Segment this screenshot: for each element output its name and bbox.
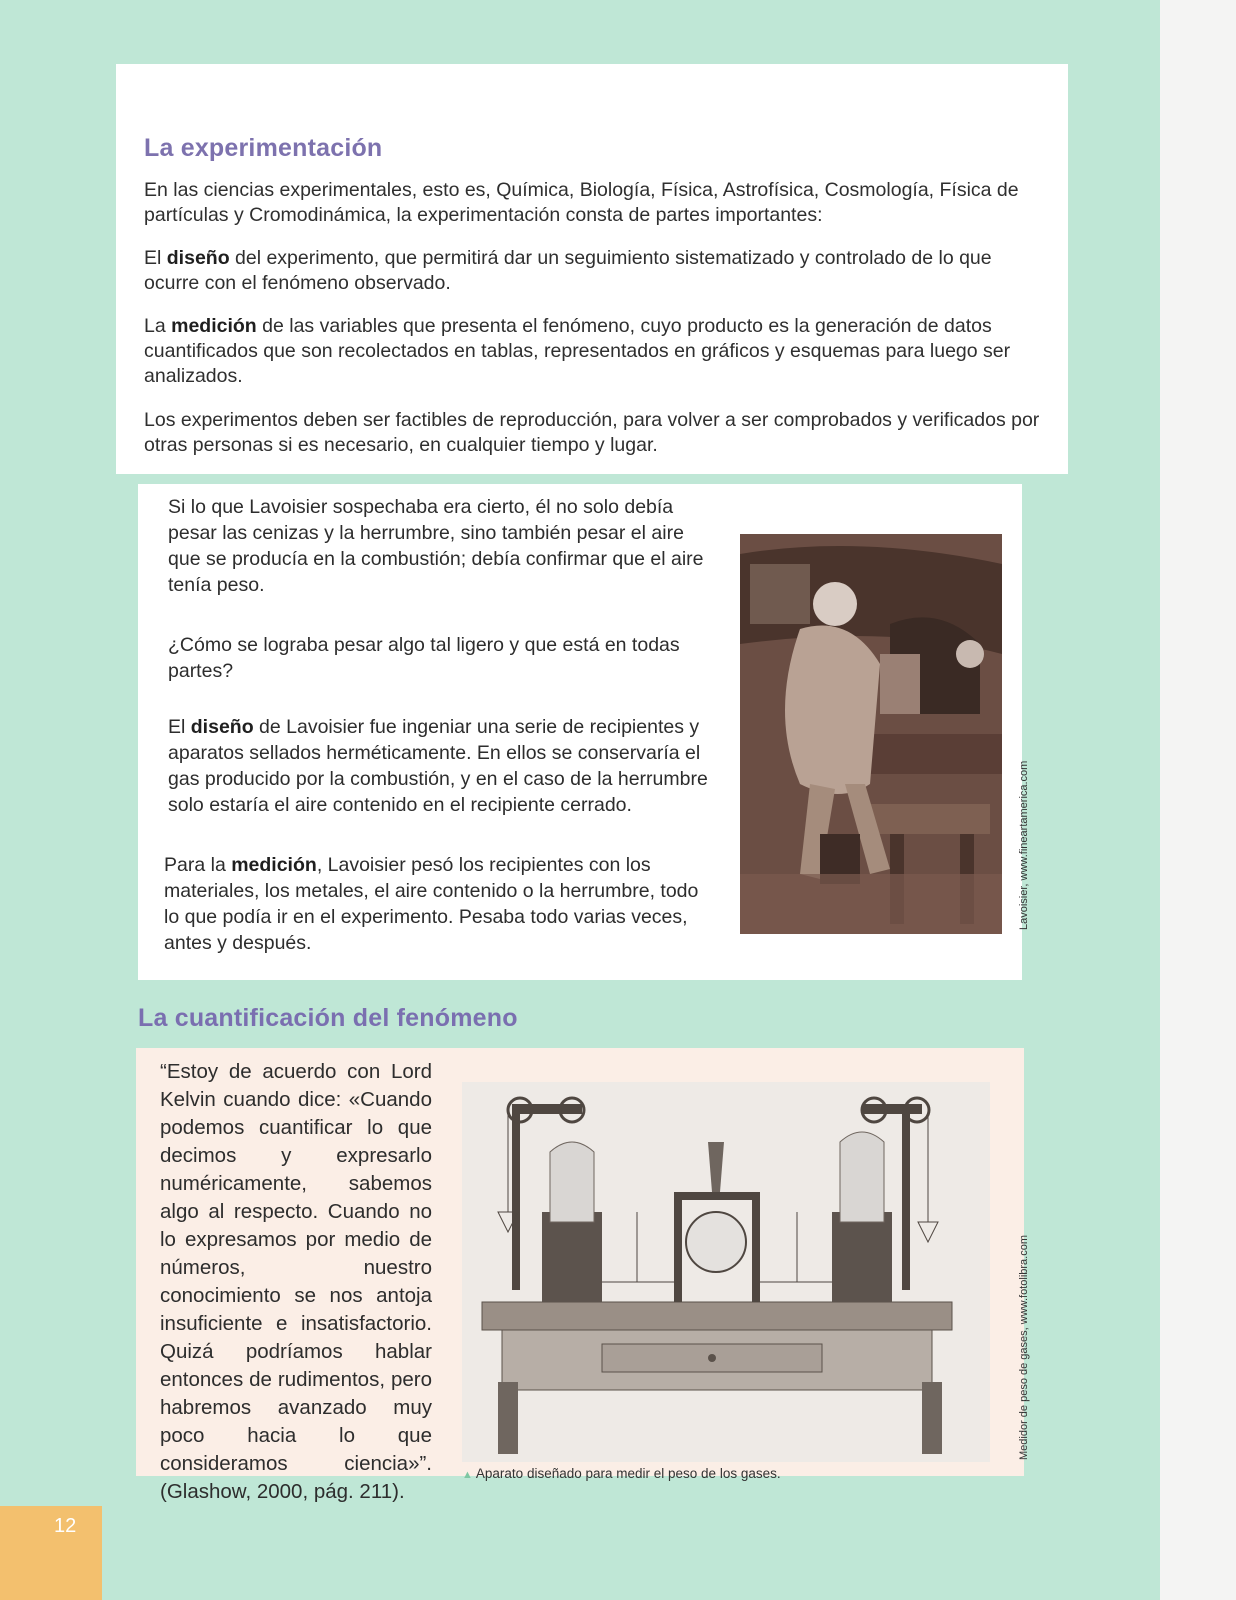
bold-term: medición [171,315,257,337]
text-fragment: de las variables que presenta el fenómeno, cuyo producto es la generación de datos cuantificados que son recolectados en tablas, representados en gráficos y esquemas para luego ser analizados. [144,315,1011,387]
glashow-quote: “Estoy de acuerdo con Lord Kelvin cuando dice: «Cuando podemos cuantificar lo que decimos y expresarlo numéricamente, sabemos algo al respecto. Cuando no lo expresamos por medio de números, nuestro conocimiento se nos antoja insuficiente e insatisfactorio. Quizá podríamos hablar entonces de rudimentos, pero habremos avanzado muy poco hacia lo que consideramos ciencia»”. (Glashow, 2000, pág. 211). [160,1060,432,1503]
text-fragment: , Lavoisier pesó los recipientes con los materiales, los metales, el aire contenido o la herrumbre, todo lo que podía ir en el experimento. Pesaba todo varias veces, antes y después. [164,854,699,954]
apparatus-illustration [462,1082,990,1462]
lavoisier-photo-credit: Lavoisier, www.fineartamerica.com [1018,760,1030,930]
paragraph-intro: En las ciencias experimentales, esto es, Química, Biología, Física, Astrofísica, Cosmología, Física de partículas y Cromodinámica, la experimentación consta de partes importantes: [144,179,1019,226]
apparatus-photo-credit: Medidor de peso de gases, www.fotolibra.com [1018,1234,1030,1460]
page-edge [1160,0,1236,1600]
lavoisier-engraving [740,534,1002,934]
section-title-experimentacion: La experimentación [144,134,383,162]
lavoisier-illustration [740,534,1002,934]
apparatus-caption [462,1466,781,1481]
text-fragment: El [144,247,167,269]
lavoisier-paragraph-1: Si lo que Lavoisier sospechaba era cierto, él no solo debía pesar las cenizas y la herrumbre, sino también pesar el aire que se producía en la combustión; debía confirmar que el aire tenía peso. [168,496,704,596]
lavoisier-paragraph-diseno [168,714,708,818]
page-number-tab [0,1506,102,1600]
lavoisier-paragraph-medicion [164,852,704,956]
text-fragment: La [144,315,172,337]
paragraph-diseno [144,246,1040,296]
text-fragment: El [168,716,191,738]
text-fragment: Para la [164,854,232,876]
paragraph-reproduccion: Los experimentos deben ser factibles de reproducción, para volver a ser comprobados y verificados por otras personas si es necesario, en cualquier tiempo y lugar. [144,409,1040,456]
bold-term: medición [231,854,317,876]
paragraph-medicion [144,314,1040,389]
section-title-cuantificacion: La cuantificación del fenómeno [138,1004,518,1032]
triangle-marker-icon: ▲ [462,1469,473,1481]
lavoisier-question: ¿Cómo se lograba pesar algo tal ligero y que está en todas partes? [168,634,680,682]
text-fragment: del experimento, que permitirá dar un seguimiento sistematizado y controlado de lo que ocurre con el fenómeno observado. [144,247,992,294]
page-number: 12 [54,1515,77,1537]
bold-term: diseño [190,716,254,738]
text-fragment: de Lavoisier fue ingeniar una serie de recipientes y aparatos sellados herméticamente. En ellos se conservaría el gas producido por la combustión, y en el caso de la herrumbre solo estaría el aire contenido en el recipiente cerrado. [168,716,708,816]
caption-text: Aparato diseñado para medir el peso de los gases. [475,1466,781,1481]
bold-term: diseño [166,247,230,269]
gas-weight-apparatus-image [462,1082,990,1462]
